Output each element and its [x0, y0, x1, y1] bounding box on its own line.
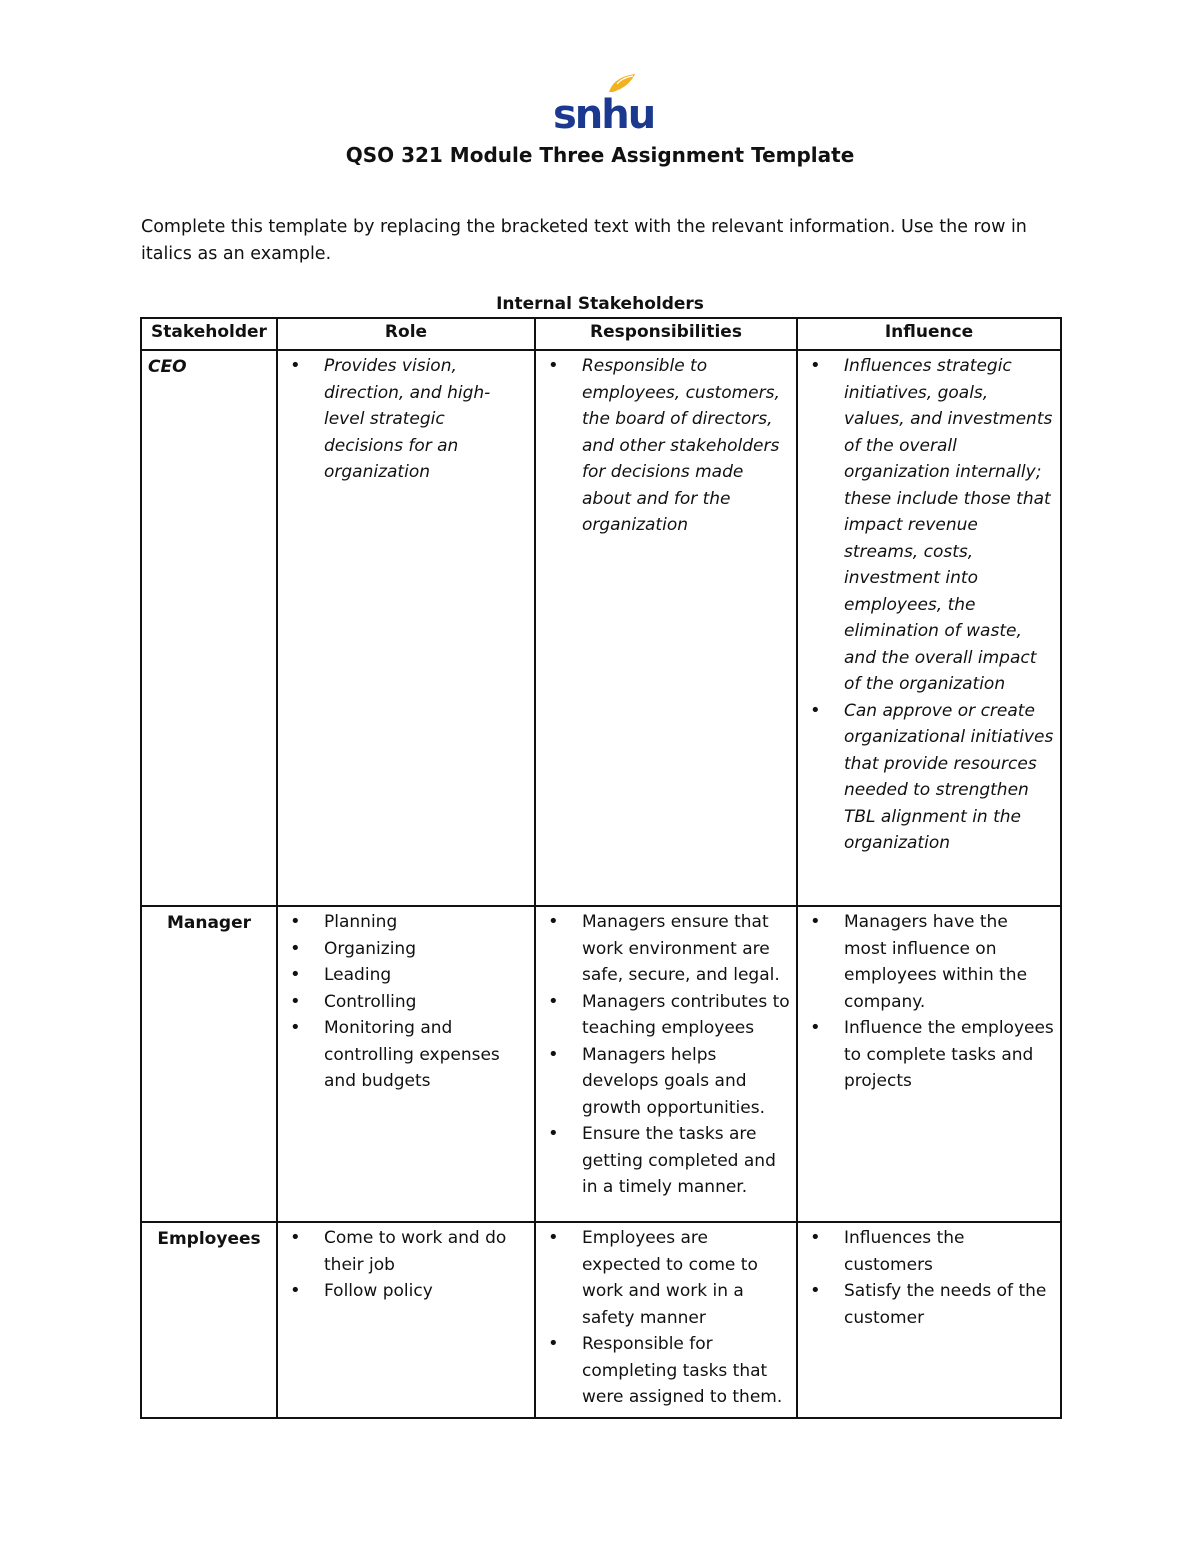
list-item: • Satisfy the needs of the customer — [810, 1280, 1047, 1328]
bullet-icon: • — [290, 964, 301, 985]
snhu-logo — [551, 70, 655, 138]
svg-text:snhu: snhu — [553, 92, 655, 138]
bullet-icon: • — [548, 911, 559, 932]
bullet-icon: • — [290, 355, 301, 376]
stakeholder-name: Manager — [141, 906, 277, 1222]
list-item: • Monitoring and controlling expenses and budgets — [290, 1017, 500, 1091]
bullet-icon: • — [810, 355, 821, 376]
table-row — [141, 906, 1061, 1222]
list-item: • Managers contributes to teaching employees — [548, 990, 790, 1038]
bullet-icon: • — [548, 355, 559, 376]
bullet-list — [804, 1225, 1054, 1331]
list-item: • Organizing — [284, 936, 528, 963]
responsibilities-cell — [535, 906, 797, 1222]
header-role: Role — [277, 318, 535, 350]
bullet-icon: • — [810, 699, 821, 721]
role-cell — [277, 350, 535, 906]
table-caption: Internal Stakeholders — [496, 294, 704, 314]
bullet-list — [284, 353, 528, 486]
list-item: • Responsible to employees, customers, the board of directors, and other stakeholders for decisions made about and for the organization — [548, 355, 780, 535]
bullet-icon: • — [548, 1227, 559, 1248]
responsibilities-cell — [535, 350, 797, 906]
list-item: • Responsible for completing tasks that were assigned to them. — [548, 1333, 783, 1407]
bullet-icon: • — [810, 1280, 821, 1301]
role-cell — [277, 906, 535, 1222]
list-item: • Influences the customers — [810, 1227, 965, 1275]
header-responsibilities: Responsibilities — [535, 318, 797, 350]
list-item: • Leading — [284, 962, 528, 989]
bullet-icon: • — [290, 1280, 301, 1301]
list-item: • Follow policy — [284, 1278, 528, 1305]
bullet-list — [804, 909, 1054, 1095]
intro-paragraph: Complete this template by replacing the bracketed text with the relevant information. Use the row in italics as an example. — [141, 217, 1027, 264]
bullet-list — [542, 909, 790, 1201]
bullet-icon: • — [548, 990, 559, 1012]
influence-cell — [797, 906, 1061, 1222]
bullet-icon: • — [810, 1227, 821, 1248]
bullet-icon: • — [290, 911, 301, 932]
bullet-icon: • — [548, 1043, 559, 1065]
responsibilities-cell — [535, 1222, 797, 1418]
list-item: • Managers have the most influence on employees within the company. — [810, 911, 1028, 1012]
influence-cell — [797, 350, 1061, 906]
list-item: • Managers ensure that work environment are safe, secure, and legal. — [548, 911, 780, 985]
role-cell — [277, 1222, 535, 1418]
bullet-icon: • — [548, 1123, 559, 1144]
header-stakeholder: Stakeholder — [141, 318, 277, 350]
list-item: • Influences strategic initiatives, goals, values, and investments of the overall organization internally; these include those that impact revenue streams, costs, investment into employees, the elimination of waste, and the overall impact of the organization — [810, 355, 1053, 694]
bullet-icon: • — [548, 1333, 559, 1354]
list-item: • Provides vision, direction, and high-level strategic decisions for an organization — [290, 355, 491, 482]
table-header-row — [141, 318, 1061, 350]
list-item: • Ensure the tasks are getting completed and in a timely manner. — [548, 1123, 776, 1197]
bullet-icon: • — [810, 1017, 821, 1038]
list-item: • Influence the employees to complete tasks and projects — [810, 1017, 1054, 1091]
list-item: • Come to work and do their job — [290, 1227, 507, 1275]
bullet-list — [542, 353, 790, 539]
list-item: • Managers helps develops goals and growth opportunities. — [548, 1043, 765, 1118]
table-row — [141, 350, 1061, 906]
bullet-icon: • — [290, 1227, 301, 1248]
stakeholders-table — [140, 317, 1062, 1419]
bullet-list — [804, 353, 1054, 857]
stakeholder-name: CEO — [141, 350, 277, 906]
bullet-icon: • — [290, 937, 301, 959]
bullet-list — [284, 909, 528, 1095]
header-influence: Influence — [797, 318, 1061, 350]
list-item: • Planning — [284, 909, 528, 936]
bullet-list — [542, 1225, 790, 1411]
bullet-list — [284, 1225, 528, 1305]
bullet-icon: • — [290, 990, 301, 1012]
list-item: • Employees are expected to come to work and work in a safety manner — [548, 1227, 758, 1328]
document-title: QSO 321 Module Three Assignment Template — [345, 143, 855, 167]
list-item: • Can approve or create organizational initiatives that provide resources needed to strengthen TBL alignment in the organization — [810, 699, 1054, 853]
bullet-icon: • — [810, 911, 821, 932]
stakeholder-name: Employees — [141, 1222, 277, 1418]
bullet-icon: • — [290, 1017, 301, 1038]
influence-cell — [797, 1222, 1061, 1418]
table-row — [141, 1222, 1061, 1418]
list-item: • Controlling — [284, 989, 528, 1016]
